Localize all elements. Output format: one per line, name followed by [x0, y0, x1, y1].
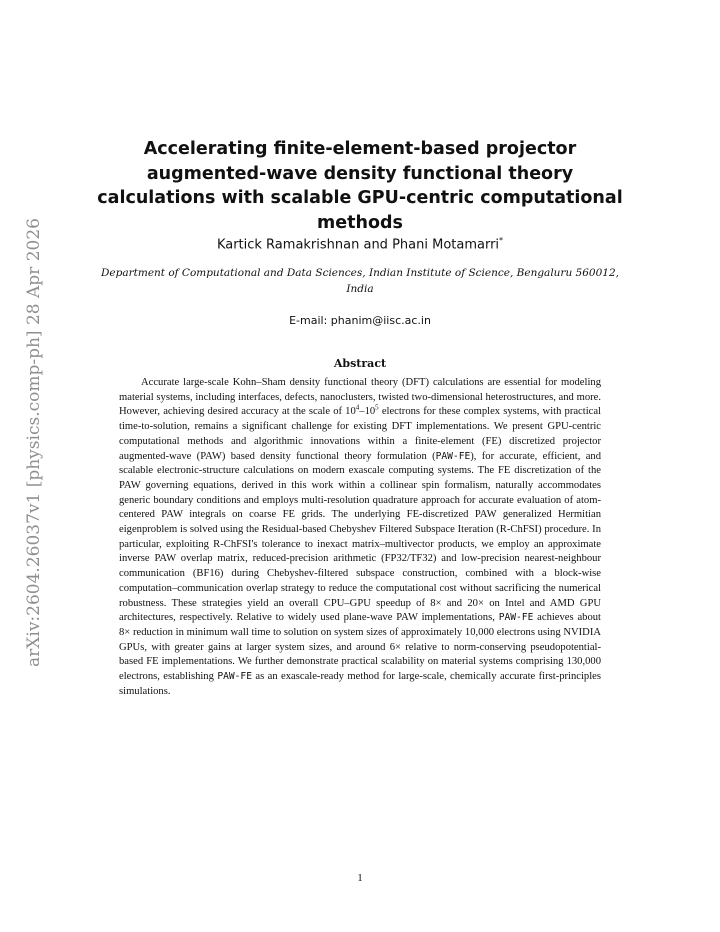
arxiv-stamp-text: arXiv:2604.26037v1 [physics.comp-ph] 28 Apr 2026 [24, 218, 44, 667]
email-label: E-mail: [289, 314, 331, 327]
author-names: Kartick Ramakrishnan and Phani Motamarri [216, 237, 500, 253]
code-name: PAW-FE [217, 671, 252, 683]
page-number: 1 [357, 872, 363, 884]
abstract-part-3: electrons for these complex systems, with practical time-to-solution, remains a significant challenge for existing DFT implementations. We present GPU-centric computational methods and algorithmic innovations within a finite-element (FE) discretized projector augmented-wave (PAW) based density functional theory formulation ( [119, 406, 601, 462]
abstract-heading: Abstract [333, 357, 387, 370]
abstract-part-4: ), for accurate, efficient, and scalable electronic-structure calculations on modern exascale computing systems. The FE discretization of the PAW governing equations, derived in this work within a collinear spin formalism, naturally accommodates generic boundary conditions and employs multi-resolution quadrature approach for accurate evaluation of atom-centered PAW integrals on coarse FE grids. The underlying FE-discretized PAW generalized Hermitian eigenproblem is solved using the Residual-based Chebyshev Filtered Subspace Iteration (R-ChFSI) procedure. In particular, exploiting R-ChFSI's tolerance to inexact matrix–multivector products, we employ an approximate inverse PAW overlap matrix, reduced-precision arithmetic (FP32/TF32) and low-precision nearest-neighbour communication (BF16) during Chebyshev-filtered subspace construction, combined with a block-wise computation–communication overlap strategy to reduce the computational cost without sacrificing the numerical robustness. These strategies yield an overall CPU–GPU speedup of 8× and 20× on Intel and AMD GPU architectures, respectively. Relative to widely used plane-wave PAW implementations, [119, 450, 601, 624]
arxiv-stamp [20, 205, 48, 680]
paper-title: Accelerating finite-element-based projector augmented-wave density functional theory calculations with scalable GPU-centric computational methods [97, 139, 623, 233]
abstract-exponent-2: 5 [375, 403, 379, 412]
author-line [120, 233, 600, 253]
email-address[interactable]: phanim@iisc.ac.in [330, 314, 431, 327]
code-name: PAW-FE [435, 450, 471, 462]
abstract-part-5: achieves about 8× reduction in minimum wall time to solution on system sizes of approximately 10,000 electrons using NVIDIA GPUs, with greater gains at larger system sizes, and around 6× relative to norm-conserving pseudopotential-based FE implementations. We further demonstrate practical scalability on material systems comprising 130,000 electrons, establishing [119, 612, 601, 683]
abstract-part-1: Accurate large-scale Kohn–Sham density functional theory (DFT) calculations are essential for modeling material systems, including interfaces, defects, nanoclusters, twisted two-dimensional heterostructures, and more. However, achieving desired accuracy at the scale of 10 [119, 377, 601, 418]
email-line [160, 314, 560, 328]
code-name: PAW-FE [498, 612, 534, 624]
abstract-part-6: as an exascale-ready method for large-scale, chemically accurate first-principles simulations. [119, 671, 601, 697]
abstract-exponent-1: 4 [355, 403, 360, 412]
abstract-text [119, 376, 601, 699]
abstract-part-2: –10 [359, 406, 376, 418]
corresponding-author-mark: * [499, 236, 504, 245]
affiliation: Department of Computational and Data Sciences, Indian Institute of Science, Bengaluru 560012, India [101, 267, 619, 295]
